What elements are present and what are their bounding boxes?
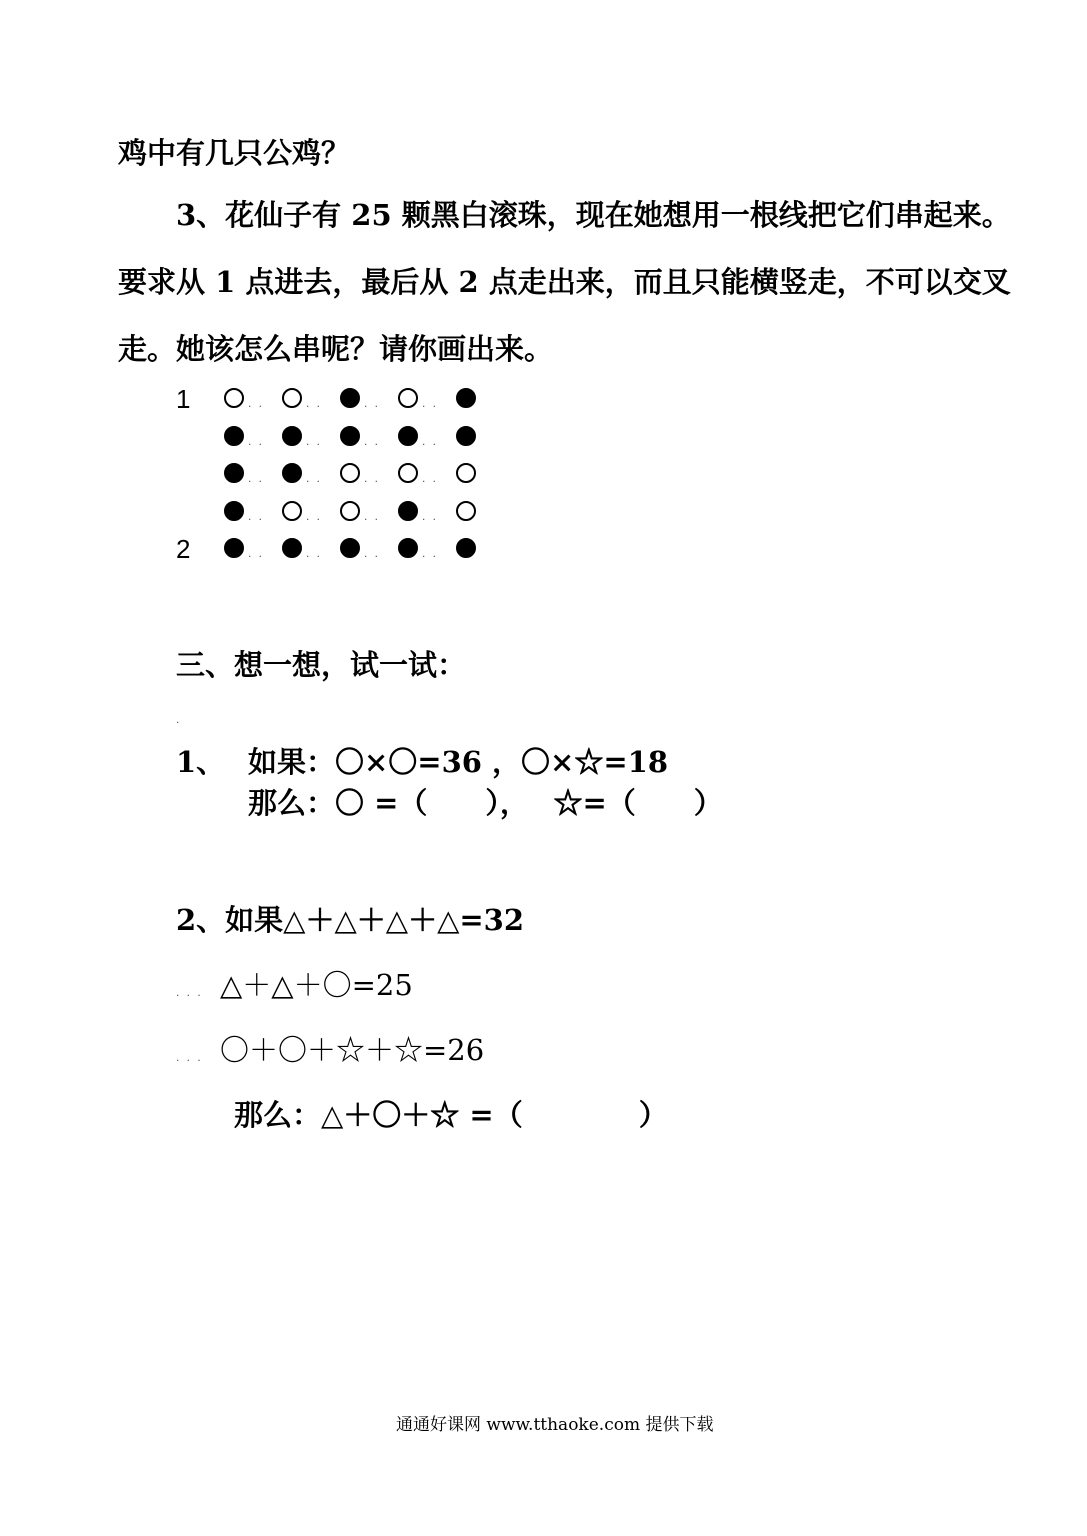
bead-black-r5-c4: [398, 538, 418, 558]
bead-spacer: . .: [306, 508, 323, 523]
bead-black-r2-c3: [340, 426, 360, 446]
bead-white-r3-c3: [340, 463, 360, 483]
bead-spacer: . .: [248, 546, 265, 560]
q2-line3-leader: . . .: [176, 1050, 203, 1064]
bead-white-r4-c3: [340, 501, 360, 521]
bead-spacer: . .: [364, 396, 381, 410]
bead-black-r2-c2: [282, 426, 302, 446]
q2-line1: 2、如果△＋△＋△＋△=32: [176, 903, 525, 937]
bead-spacer: . .: [306, 546, 323, 560]
question3-line3: 走。她该怎么串呢？请你画出来。: [118, 332, 554, 366]
bead-black-r2-c4: [398, 426, 418, 446]
bead-black-r3-c2: [282, 463, 302, 483]
bead-black-r5-c3: [340, 538, 360, 558]
dot-mark: .: [176, 712, 182, 726]
bead-black-r5-c2: [282, 538, 302, 558]
bead-spacer: . .: [306, 433, 323, 448]
bead-white-r3-c4: [398, 463, 418, 483]
bead-white-r4-c2: [282, 501, 302, 521]
section3-heading: 三、想一想，试一试：: [176, 648, 467, 682]
bead-black-r2-c5: [456, 426, 476, 446]
bead-spacer: . .: [422, 433, 439, 448]
bead-spacer: . .: [364, 508, 381, 523]
bead-spacer: . .: [364, 471, 381, 485]
bead-grid: [0, 0, 1087, 600]
bead-black-r4-c4: [398, 501, 418, 521]
grid-end-label: 2: [176, 534, 191, 564]
q1-condition: 如果：〇×〇=36 ，〇×☆=18: [248, 745, 669, 779]
bead-white-r3-c5: [456, 463, 476, 483]
question3-line1: 3、花仙子有 25 颗黑白滚珠，现在她想用一根线把它们串起来。: [176, 198, 1011, 232]
bead-black-r5-c1: [224, 538, 244, 558]
bead-white-r1-c1: [224, 388, 244, 408]
grid-start-label: 1: [176, 384, 191, 414]
bead-spacer: . .: [248, 471, 265, 485]
q2-line2-leader: . . .: [176, 985, 203, 999]
bead-spacer: . .: [422, 546, 439, 560]
prev-question-tail: 鸡中有几只公鸡？: [118, 136, 351, 170]
bead-black-r5-c5: [456, 538, 476, 558]
footer-credit: 通通好课网 www.tthaoke.com 提供下载: [396, 1415, 714, 1435]
q1-answer-line: 那么：〇 =（ ）， ☆=（ ）: [248, 786, 723, 820]
bead-spacer: . .: [364, 433, 381, 448]
bead-spacer: . .: [306, 471, 323, 485]
bead-white-r1-c4: [398, 388, 418, 408]
bead-black-r4-c1: [224, 501, 244, 521]
bead-white-r1-c2: [282, 388, 302, 408]
bead-spacer: . .: [248, 396, 265, 410]
bead-spacer: . .: [422, 471, 439, 485]
q1-number: 1、: [176, 745, 226, 779]
bead-spacer: . .: [422, 396, 439, 410]
question3-line2: 要求从 1 点进去，最后从 2 点走出来，而且只能横竖走，不可以交叉: [118, 265, 1011, 299]
q2-line2: △＋△＋〇=25: [220, 968, 413, 1002]
q2-line3: 〇＋〇＋☆＋☆=26: [220, 1033, 485, 1067]
bead-spacer: . .: [248, 508, 265, 523]
q2-answer-line: 那么：△＋〇＋☆ =（ ）: [234, 1098, 668, 1132]
bead-black-r2-c1: [224, 426, 244, 446]
bead-spacer: . .: [306, 396, 323, 410]
bead-spacer: . .: [364, 546, 381, 560]
bead-black-r1-c3: [340, 388, 360, 408]
bead-black-r3-c1: [224, 463, 244, 483]
bead-spacer: . .: [422, 508, 439, 523]
bead-black-r1-c5: [456, 388, 476, 408]
bead-white-r4-c5: [456, 501, 476, 521]
bead-spacer: . .: [248, 433, 265, 448]
